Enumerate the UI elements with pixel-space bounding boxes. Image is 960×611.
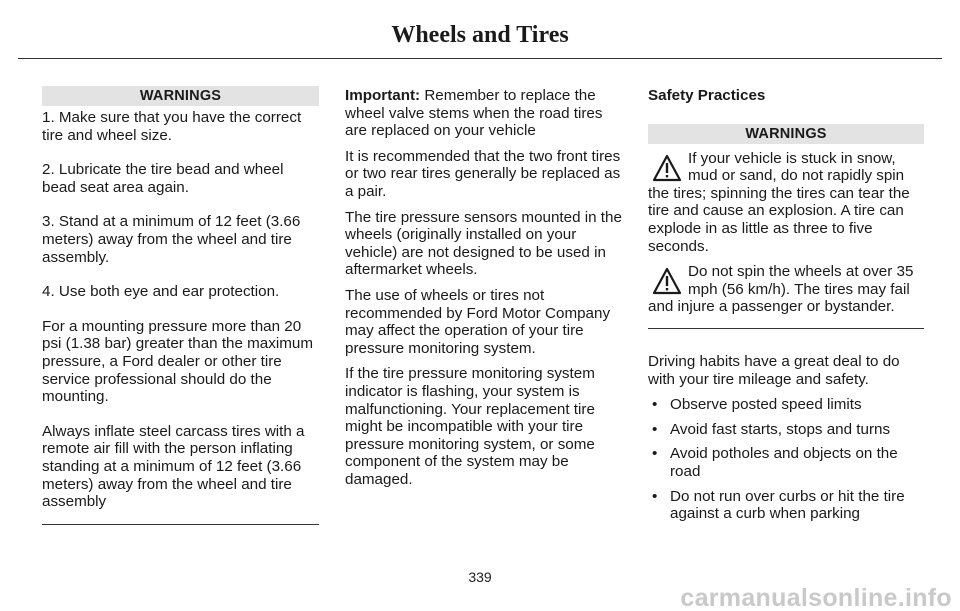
- warning-mounting-pressure: For a mounting pressure more than 20 psi (1.38 bar) greater than the maximum pressure, a Ford dealer or other tire service professional should do the mounting.: [42, 317, 313, 406]
- bullet-icon: •: [652, 445, 658, 463]
- page-number: 339: [468, 569, 492, 585]
- list-item: [648, 396, 924, 414]
- warning-triangle-icon: [652, 154, 682, 182]
- list-item: [648, 421, 924, 439]
- safety-bullet-list: [648, 396, 924, 523]
- column-middle: [345, 87, 622, 496]
- bullet-icon: •: [652, 487, 658, 505]
- warning-text: Do not spin the wheels at over 35 mph (56 km/h). The tires may fail and injure a passenger or bystander.: [648, 263, 914, 316]
- column-left: [42, 86, 319, 525]
- list-item-text: Avoid fast starts, stops and turns: [670, 420, 891, 438]
- section-title: Safety Practices: [648, 87, 766, 104]
- warning-step-4: 4. Use both eye and ear protection.: [42, 283, 280, 301]
- warning-step-3: 3. Stand at a minimum of 12 feet (3.66 meters) away from the wheel and tire assembly.: [42, 213, 301, 266]
- warnings-heading: WARNINGS: [648, 124, 924, 144]
- warning-wheel-speed: [648, 263, 924, 316]
- paragraph-ford-recommended: The use of wheels or tires not recommended by Ford Motor Company may affect the operation of your tire pressure monitoring system.: [345, 286, 611, 357]
- paragraph-pressure-sensors: The tire pressure sensors mounted in the wheels (originally installed on your vehicle) are not designed to be used in aftermarket wheels.: [345, 208, 622, 279]
- bullet-icon: •: [652, 420, 658, 438]
- list-item-text: Avoid potholes and objects on the road: [670, 445, 898, 480]
- warnings-end-divider: [42, 524, 319, 525]
- warning-stuck-vehicle: [648, 150, 924, 256]
- bullet-icon: •: [652, 396, 658, 414]
- driving-habits-intro: Driving habits have a great deal to do with your tire mileage and safety.: [648, 352, 900, 388]
- list-item: [648, 445, 924, 480]
- important-label: Important:: [345, 87, 421, 104]
- list-item-text: Do not run over curbs or hit the tire against a curb when parking: [670, 487, 905, 523]
- warning-triangle-icon: [652, 267, 682, 295]
- warnings-end-divider: [648, 328, 924, 329]
- page-title: Wheels and Tires: [391, 22, 569, 48]
- paragraph-tpms-flashing: If the tire pressure monitoring system indicator is flashing, your system is malfunctioning. Your replacement tire might be incompatible with your tire pressure monitoring system, or some component of the system may be damaged.: [345, 365, 595, 488]
- important-text: Remember to replace the wheel valve stems when the road tires are replaced on your vehicle: [345, 87, 603, 140]
- important-note: [345, 87, 622, 140]
- warnings-heading: WARNINGS: [42, 86, 319, 106]
- column-right: [648, 87, 924, 530]
- warning-inflate-steel: Always inflate steel carcass tires with a remote air fill with the person inflating standing at a minimum of 12 feet (3.66 meters) away from the wheel and tire assembly: [42, 422, 305, 511]
- list-item: [648, 488, 924, 523]
- warning-text: If your vehicle is stuck in snow, mud or sand, do not rapidly spin the tires; spinning the tires can tear the tire and cause an explosion. A tire can explode in as little as three to five seconds.: [648, 149, 910, 255]
- warning-step-2: 2. Lubricate the tire bead and wheel bead seat area again.: [42, 161, 284, 196]
- paragraph-replace-pair: It is recommended that the two front tires or two rear tires generally be replaced as a pair.: [345, 147, 621, 200]
- header-divider: [18, 58, 942, 59]
- watermark: carmanualsonline.info: [680, 584, 952, 611]
- warning-step-1: 1. Make sure that you have the correct tire and wheel size.: [42, 109, 302, 144]
- list-item-text: Observe posted speed limits: [670, 396, 862, 414]
